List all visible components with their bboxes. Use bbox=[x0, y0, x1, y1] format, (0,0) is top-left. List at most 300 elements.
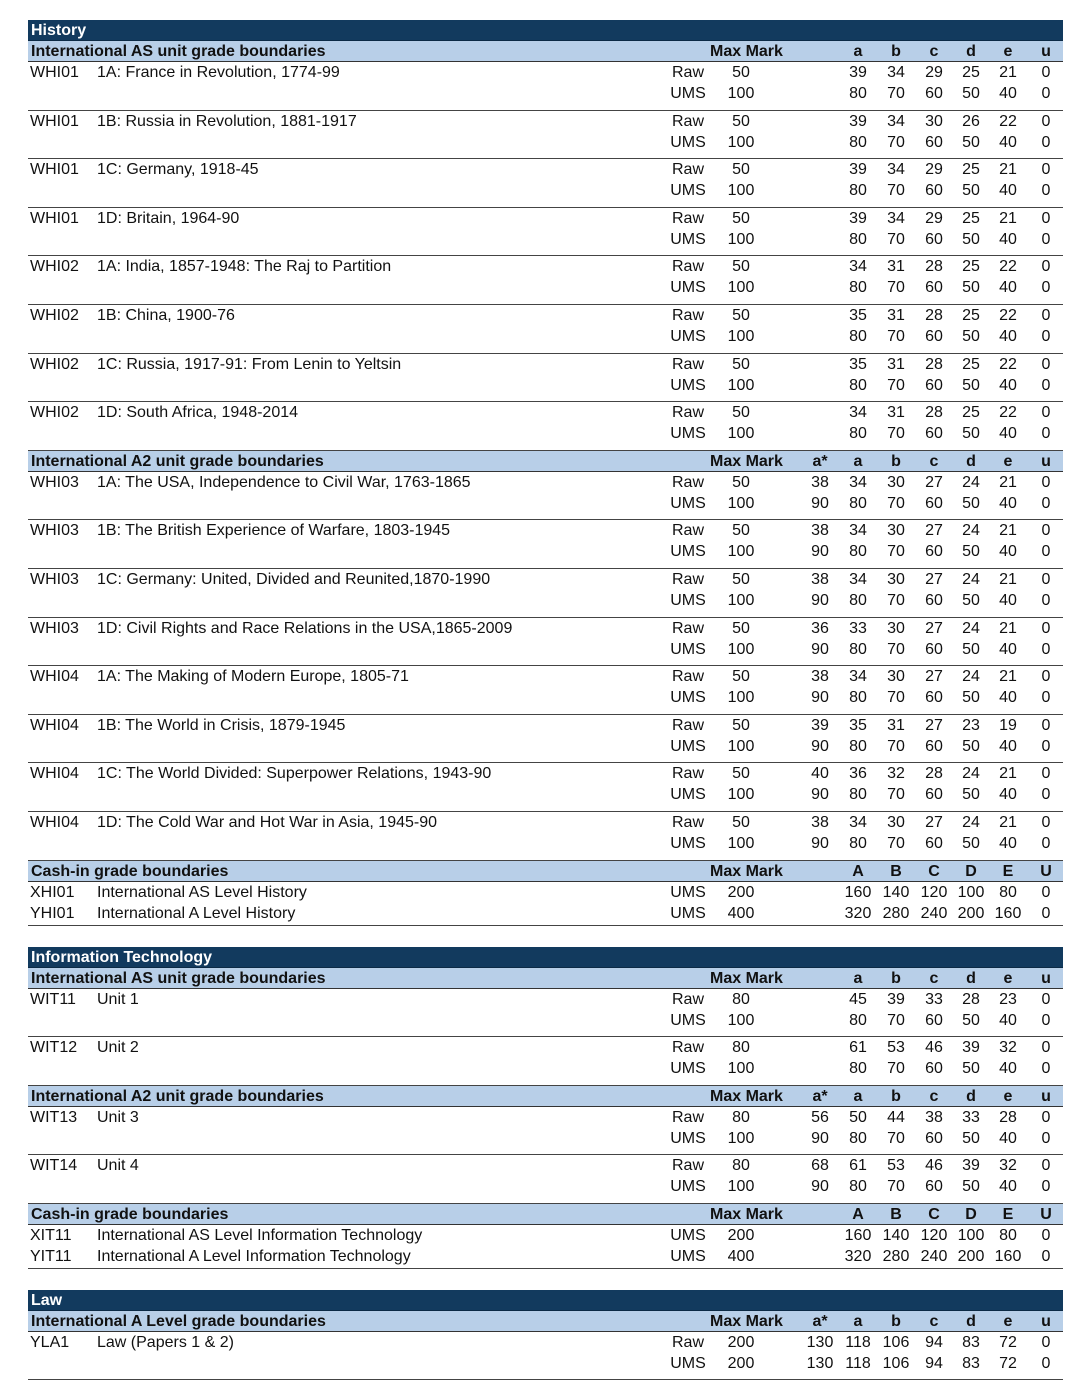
boundary-value: 34 bbox=[849, 570, 867, 588]
max-mark: 50 bbox=[732, 765, 750, 783]
boundary-value: 70 bbox=[887, 737, 905, 755]
boundary-value: 39 bbox=[849, 209, 867, 227]
section-header bbox=[28, 861, 1063, 882]
qualification-title: International AS Level Information Technology bbox=[97, 1226, 423, 1244]
grade-header: a bbox=[853, 969, 863, 987]
boundary-value: 27 bbox=[925, 522, 943, 540]
max-mark: 100 bbox=[727, 1129, 755, 1147]
boundary-value: 0 bbox=[1041, 1157, 1051, 1175]
unit-code: YLA1 bbox=[30, 1333, 70, 1351]
boundary-value: 34 bbox=[887, 112, 905, 130]
boundary-value: 94 bbox=[925, 1354, 943, 1372]
section-header bbox=[28, 451, 1063, 472]
boundary-value: 118 bbox=[845, 1333, 871, 1351]
mark-type: Raw bbox=[671, 404, 704, 422]
mark-type: Raw bbox=[671, 306, 704, 324]
boundary-value: 27 bbox=[925, 813, 943, 831]
grade-header: c bbox=[929, 969, 939, 987]
table-row-ums bbox=[28, 590, 1063, 611]
grade-header: b bbox=[891, 43, 901, 60]
table-row-ums bbox=[28, 277, 1063, 298]
max-mark: 100 bbox=[727, 85, 755, 102]
boundary-value: 0 bbox=[1041, 1108, 1051, 1126]
grade-header: B bbox=[890, 862, 902, 880]
mark-type: UMS bbox=[670, 279, 706, 297]
boundary-value: 70 bbox=[887, 1060, 905, 1078]
boundary-value: 70 bbox=[887, 543, 905, 561]
mark-type: Raw bbox=[671, 668, 704, 686]
max-mark: 50 bbox=[732, 522, 750, 540]
boundary-value: 60 bbox=[925, 133, 943, 151]
mark-type: Raw bbox=[671, 64, 704, 81]
boundary-value: 70 bbox=[887, 1129, 905, 1147]
boundary-value: 50 bbox=[962, 543, 980, 561]
table-row-ums bbox=[28, 423, 1063, 444]
unit-code: WHI02 bbox=[30, 258, 79, 276]
boundary-value: 28 bbox=[999, 1108, 1017, 1126]
boundary-value: 0 bbox=[1041, 640, 1051, 658]
boundary-value: 33 bbox=[849, 619, 867, 637]
unit-title: 1C: Russia, 1917-91: From Lenin to Yeltsin bbox=[97, 355, 402, 373]
boundary-value: 90 bbox=[811, 494, 829, 512]
boundary-value: 90 bbox=[811, 640, 829, 658]
boundary-value: 0 bbox=[1041, 64, 1051, 81]
boundary-value: 280 bbox=[882, 904, 910, 922]
boundary-value: 80 bbox=[849, 1129, 867, 1147]
max-mark-header: Max Mark bbox=[710, 43, 783, 60]
mark-type: Raw bbox=[671, 765, 704, 783]
boundary-value: 40 bbox=[999, 494, 1017, 512]
unit-code: WHI01 bbox=[30, 209, 79, 227]
table-row-raw bbox=[28, 1107, 1063, 1128]
grade-header: B bbox=[890, 1205, 902, 1223]
boundary-value: 39 bbox=[849, 112, 867, 130]
table-row-raw bbox=[28, 715, 1063, 736]
table-row-ums bbox=[28, 1058, 1063, 1079]
boundary-value: 94 bbox=[925, 1333, 943, 1351]
table-row-ums bbox=[28, 736, 1063, 757]
grade-header: A bbox=[852, 862, 864, 880]
mark-type: UMS bbox=[670, 904, 706, 922]
unit-code: WHI03 bbox=[30, 619, 79, 637]
unit-title: 1C: The World Divided: Superpower Relations, 1943-90 bbox=[97, 765, 492, 783]
grade-header: e bbox=[1003, 43, 1013, 60]
boundary-value: 0 bbox=[1041, 1129, 1051, 1147]
mark-type: UMS bbox=[670, 1060, 706, 1078]
boundary-value: 80 bbox=[849, 230, 867, 248]
boundary-value: 60 bbox=[925, 1060, 943, 1078]
subject-header: Law bbox=[28, 1290, 1063, 1311]
boundary-value: 30 bbox=[887, 813, 905, 831]
boundary-value: 24 bbox=[962, 619, 980, 637]
boundary-value: 0 bbox=[1041, 327, 1051, 345]
unit-code: WHI02 bbox=[30, 404, 79, 422]
mark-type: UMS bbox=[670, 737, 706, 755]
boundary-value: 0 bbox=[1041, 716, 1051, 734]
unit-group bbox=[28, 1332, 1063, 1381]
boundary-value: 34 bbox=[887, 209, 905, 227]
unit-title: Unit 1 bbox=[97, 990, 139, 1008]
boundary-value: 0 bbox=[1041, 85, 1051, 102]
boundary-value: 60 bbox=[925, 737, 943, 755]
table-row-ums bbox=[28, 1128, 1063, 1149]
unit-group bbox=[28, 1037, 1063, 1086]
grade-header: e bbox=[1003, 1087, 1013, 1105]
max-mark: 100 bbox=[727, 133, 755, 151]
boundary-value: 0 bbox=[1041, 1226, 1051, 1244]
boundary-value: 28 bbox=[925, 355, 943, 373]
boundary-value: 0 bbox=[1041, 376, 1051, 394]
boundary-value: 0 bbox=[1041, 494, 1051, 512]
max-mark-header: Max Mark bbox=[710, 1087, 783, 1105]
table-row-ums bbox=[28, 639, 1063, 660]
unit-code: WHI01 bbox=[30, 161, 79, 179]
boundary-value: 39 bbox=[849, 161, 867, 179]
unit-title: 1D: The Cold War and Hot War in Asia, 1945-90 bbox=[97, 813, 438, 831]
mark-type: Raw bbox=[671, 1333, 704, 1351]
table-row-raw bbox=[28, 62, 1063, 83]
boundary-value: 0 bbox=[1041, 182, 1051, 200]
grade-header: u bbox=[1041, 43, 1051, 60]
boundary-value: 80 bbox=[849, 425, 867, 443]
boundary-value: 68 bbox=[811, 1157, 829, 1175]
max-mark: 50 bbox=[732, 473, 750, 491]
boundary-value: 70 bbox=[887, 786, 905, 804]
mark-type: UMS bbox=[670, 1247, 706, 1265]
table-row-raw bbox=[28, 569, 1063, 590]
boundary-value: 40 bbox=[811, 765, 829, 783]
table-row-raw bbox=[28, 1155, 1063, 1176]
boundary-value: 80 bbox=[849, 133, 867, 151]
unit-title: 1A: France in Revolution, 1774-99 bbox=[97, 64, 340, 81]
qualification-code: XHI01 bbox=[30, 883, 75, 901]
boundary-value: 50 bbox=[962, 786, 980, 804]
boundary-value: 40 bbox=[999, 376, 1017, 394]
boundary-value: 0 bbox=[1041, 230, 1051, 248]
boundary-value: 80 bbox=[849, 327, 867, 345]
table-row-ums bbox=[28, 1176, 1063, 1197]
boundary-value: 32 bbox=[999, 1157, 1017, 1175]
mark-type: UMS bbox=[670, 689, 706, 707]
boundary-value: 50 bbox=[962, 1129, 980, 1147]
mark-type: Raw bbox=[671, 570, 704, 588]
boundary-value: 30 bbox=[887, 570, 905, 588]
boundary-value: 60 bbox=[925, 1178, 943, 1196]
boundary-value: 31 bbox=[887, 258, 905, 276]
boundary-value: 25 bbox=[962, 355, 980, 373]
unit-title: 1D: South Africa, 1948-2014 bbox=[97, 404, 299, 422]
unit-title: 1C: Germany, 1918-45 bbox=[97, 161, 259, 179]
table-row-ums bbox=[28, 687, 1063, 708]
boundary-value: 40 bbox=[999, 543, 1017, 561]
boundary-value: 39 bbox=[962, 1157, 980, 1175]
boundary-value: 60 bbox=[925, 1129, 943, 1147]
max-mark: 50 bbox=[732, 619, 750, 637]
boundary-value: 0 bbox=[1041, 765, 1051, 783]
max-mark: 100 bbox=[727, 689, 755, 707]
unit-code: WHI04 bbox=[30, 765, 79, 783]
boundary-value: 24 bbox=[962, 522, 980, 540]
qualification-code: YHI01 bbox=[30, 904, 75, 922]
boundary-value: 39 bbox=[887, 990, 905, 1008]
boundary-value: 40 bbox=[999, 1011, 1017, 1029]
grade-header: a bbox=[853, 1087, 863, 1105]
max-mark-header: Max Mark bbox=[710, 862, 783, 880]
unit-title: 1B: Russia in Revolution, 1881-1917 bbox=[97, 112, 357, 130]
boundary-value: 80 bbox=[849, 737, 867, 755]
boundary-value: 0 bbox=[1041, 209, 1051, 227]
mark-type: Raw bbox=[671, 355, 704, 373]
cashin-group bbox=[28, 1225, 1063, 1269]
max-mark: 400 bbox=[727, 904, 755, 922]
boundary-value: 0 bbox=[1041, 133, 1051, 151]
mark-type: UMS bbox=[670, 425, 706, 443]
grade-header: b bbox=[891, 1312, 901, 1330]
mark-type: Raw bbox=[671, 716, 704, 734]
boundary-value: 50 bbox=[962, 425, 980, 443]
subject-header: Information Technology bbox=[28, 947, 1063, 968]
boundary-value: 0 bbox=[1041, 355, 1051, 373]
table-row-ums bbox=[28, 784, 1063, 805]
mark-type: Raw bbox=[671, 619, 704, 637]
boundary-value: 80 bbox=[849, 182, 867, 200]
max-mark: 100 bbox=[727, 834, 755, 852]
boundary-value: 50 bbox=[962, 1011, 980, 1029]
boundary-value: 72 bbox=[999, 1354, 1017, 1372]
mark-type: Raw bbox=[671, 990, 704, 1008]
boundary-value: 100 bbox=[957, 883, 985, 901]
boundary-value: 60 bbox=[925, 425, 943, 443]
section-title: Cash-in grade boundaries bbox=[31, 862, 229, 880]
unit-code: WHI03 bbox=[30, 570, 79, 588]
max-mark: 50 bbox=[732, 306, 750, 324]
unit-code: WIT11 bbox=[30, 990, 76, 1008]
mark-type: Raw bbox=[671, 1157, 704, 1175]
grade-header: D bbox=[965, 1205, 977, 1223]
boundary-value: 29 bbox=[925, 209, 943, 227]
table-row-ums bbox=[28, 375, 1063, 396]
boundary-value: 60 bbox=[925, 279, 943, 297]
table-row bbox=[28, 1246, 1063, 1267]
boundary-value: 30 bbox=[887, 668, 905, 686]
boundary-value: 34 bbox=[849, 813, 867, 831]
boundary-value: 61 bbox=[849, 1157, 867, 1175]
boundary-value: 90 bbox=[811, 786, 829, 804]
boundary-value: 25 bbox=[962, 306, 980, 324]
qualification-title: International A Level Information Technology bbox=[97, 1247, 411, 1265]
unit-title: 1B: The World in Crisis, 1879-1945 bbox=[97, 716, 346, 734]
mark-type: Raw bbox=[671, 209, 704, 227]
boundary-value: 28 bbox=[925, 258, 943, 276]
boundary-value: 80 bbox=[999, 883, 1017, 901]
boundary-value: 0 bbox=[1041, 1060, 1051, 1078]
boundary-value: 27 bbox=[925, 619, 943, 637]
unit-group bbox=[28, 1107, 1063, 1156]
boundary-value: 0 bbox=[1041, 473, 1051, 491]
boundary-value: 0 bbox=[1041, 904, 1051, 922]
boundary-value: 35 bbox=[849, 716, 867, 734]
boundary-value: 70 bbox=[887, 230, 905, 248]
unit-code: WHI01 bbox=[30, 64, 79, 81]
boundary-value: 0 bbox=[1041, 306, 1051, 324]
boundary-value: 22 bbox=[999, 404, 1017, 422]
boundary-value: 22 bbox=[999, 306, 1017, 324]
grade-header: U bbox=[1040, 1205, 1052, 1223]
mark-type: UMS bbox=[670, 494, 706, 512]
table-row-raw bbox=[28, 618, 1063, 639]
max-mark-header: Max Mark bbox=[710, 452, 783, 470]
table-row-raw bbox=[28, 763, 1063, 784]
grade-header: u bbox=[1041, 1312, 1051, 1330]
max-mark-header: Max Mark bbox=[710, 1205, 783, 1223]
boundary-value: 70 bbox=[887, 591, 905, 609]
unit-group bbox=[28, 763, 1063, 812]
section-header bbox=[28, 1086, 1063, 1107]
mark-type: UMS bbox=[670, 834, 706, 852]
boundary-value: 50 bbox=[962, 494, 980, 512]
boundary-value: 60 bbox=[925, 327, 943, 345]
table-row-raw bbox=[28, 812, 1063, 833]
section-title: International AS unit grade boundaries bbox=[31, 969, 326, 987]
boundary-value: 25 bbox=[962, 64, 980, 81]
table-row-ums bbox=[28, 229, 1063, 250]
mark-type: Raw bbox=[671, 161, 704, 179]
unit-title: 1B: The British Experience of Warfare, 1803-1945 bbox=[97, 522, 451, 540]
boundary-value: 80 bbox=[849, 376, 867, 394]
max-mark: 100 bbox=[727, 543, 755, 561]
boundary-value: 34 bbox=[849, 473, 867, 491]
grade-header: u bbox=[1041, 452, 1051, 470]
max-mark: 100 bbox=[727, 425, 755, 443]
boundary-value: 70 bbox=[887, 279, 905, 297]
mark-type: UMS bbox=[670, 376, 706, 394]
boundary-value: 19 bbox=[999, 716, 1017, 734]
grade-header: c bbox=[929, 1312, 939, 1330]
section-title: International A2 unit grade boundaries bbox=[31, 1087, 324, 1105]
section-header bbox=[28, 1204, 1063, 1225]
boundary-value: 120 bbox=[920, 1226, 948, 1244]
boundary-value: 60 bbox=[925, 85, 943, 102]
max-mark: 100 bbox=[727, 1011, 755, 1029]
mark-type: UMS bbox=[670, 1178, 706, 1196]
table-row-raw bbox=[28, 1037, 1063, 1058]
max-mark: 50 bbox=[732, 209, 750, 227]
max-mark: 100 bbox=[727, 376, 755, 394]
table-row-ums bbox=[28, 541, 1063, 562]
mark-type: Raw bbox=[671, 112, 704, 130]
boundary-value: 25 bbox=[962, 161, 980, 179]
boundary-value: 0 bbox=[1041, 689, 1051, 707]
table-row-raw bbox=[28, 111, 1063, 132]
boundary-value: 80 bbox=[849, 786, 867, 804]
boundary-value: 30 bbox=[925, 112, 943, 130]
boundary-value: 70 bbox=[887, 640, 905, 658]
boundary-value: 40 bbox=[999, 640, 1017, 658]
unit-group bbox=[28, 520, 1063, 569]
grade-header: U bbox=[1040, 862, 1052, 880]
max-mark: 100 bbox=[727, 182, 755, 200]
unit-title: 1D: Britain, 1964-90 bbox=[97, 209, 240, 227]
boundary-value: 28 bbox=[962, 990, 980, 1008]
boundary-value: 70 bbox=[887, 182, 905, 200]
boundary-value: 25 bbox=[962, 209, 980, 227]
boundary-value: 61 bbox=[849, 1039, 867, 1057]
max-mark: 50 bbox=[732, 64, 750, 81]
boundary-value: 60 bbox=[925, 543, 943, 561]
boundary-value: 40 bbox=[999, 230, 1017, 248]
unit-title: 1A: The Making of Modern Europe, 1805-71 bbox=[97, 668, 409, 686]
mark-type: UMS bbox=[670, 1011, 706, 1029]
boundary-value: 21 bbox=[999, 668, 1017, 686]
boundary-value: 90 bbox=[811, 834, 829, 852]
boundary-value: 39 bbox=[962, 1039, 980, 1057]
boundary-value: 40 bbox=[999, 737, 1017, 755]
boundary-value: 50 bbox=[962, 133, 980, 151]
section-title: International A2 unit grade boundaries bbox=[31, 452, 324, 470]
unit-title: 1B: China, 1900-76 bbox=[97, 306, 235, 324]
mark-type: UMS bbox=[670, 1354, 706, 1372]
unit-group bbox=[28, 666, 1063, 715]
boundary-value: 32 bbox=[887, 765, 905, 783]
grade-boundaries-document bbox=[28, 20, 1063, 1380]
grade-header: C bbox=[928, 1205, 940, 1223]
grade-header: E bbox=[1002, 1205, 1014, 1223]
boundary-value: 34 bbox=[887, 64, 905, 81]
max-mark: 200 bbox=[727, 1226, 755, 1244]
grade-header: b bbox=[891, 1087, 901, 1105]
unit-group bbox=[28, 111, 1063, 160]
boundary-value: 0 bbox=[1041, 1354, 1051, 1372]
mark-type: UMS bbox=[670, 1226, 706, 1244]
max-mark: 100 bbox=[727, 640, 755, 658]
mark-type: UMS bbox=[670, 230, 706, 248]
unit-title: 1D: Civil Rights and Race Relations in the USA,1865-2009 bbox=[97, 619, 513, 637]
boundary-value: 28 bbox=[925, 306, 943, 324]
boundary-value: 0 bbox=[1041, 425, 1051, 443]
unit-group bbox=[28, 472, 1063, 521]
max-mark: 100 bbox=[727, 1178, 755, 1196]
table-row-ums bbox=[28, 833, 1063, 854]
section-header bbox=[28, 1311, 1063, 1332]
boundary-value: 80 bbox=[849, 279, 867, 297]
boundary-value: 280 bbox=[882, 1247, 910, 1265]
boundary-value: 160 bbox=[844, 883, 872, 901]
unit-group bbox=[28, 305, 1063, 354]
max-mark: 50 bbox=[732, 813, 750, 831]
unit-code: WHI03 bbox=[30, 473, 79, 491]
boundary-value: 60 bbox=[925, 230, 943, 248]
boundary-value: 80 bbox=[849, 543, 867, 561]
boundary-value: 72 bbox=[999, 1333, 1017, 1351]
boundary-value: 0 bbox=[1041, 279, 1051, 297]
boundary-value: 28 bbox=[925, 765, 943, 783]
table-row-raw bbox=[28, 1332, 1063, 1353]
boundary-value: 21 bbox=[999, 619, 1017, 637]
table-row-raw bbox=[28, 208, 1063, 229]
boundary-value: 38 bbox=[811, 473, 829, 491]
boundary-value: 80 bbox=[849, 689, 867, 707]
grade-header: d bbox=[966, 1312, 976, 1330]
unit-group bbox=[28, 354, 1063, 403]
mark-type: Raw bbox=[671, 1039, 704, 1057]
boundary-value: 118 bbox=[845, 1354, 871, 1372]
boundary-value: 34 bbox=[887, 161, 905, 179]
boundary-value: 35 bbox=[849, 306, 867, 324]
boundary-value: 0 bbox=[1041, 1039, 1051, 1057]
subject-header: History bbox=[28, 20, 1063, 41]
boundary-value: 80 bbox=[849, 834, 867, 852]
unit-code: WHI01 bbox=[30, 112, 79, 130]
